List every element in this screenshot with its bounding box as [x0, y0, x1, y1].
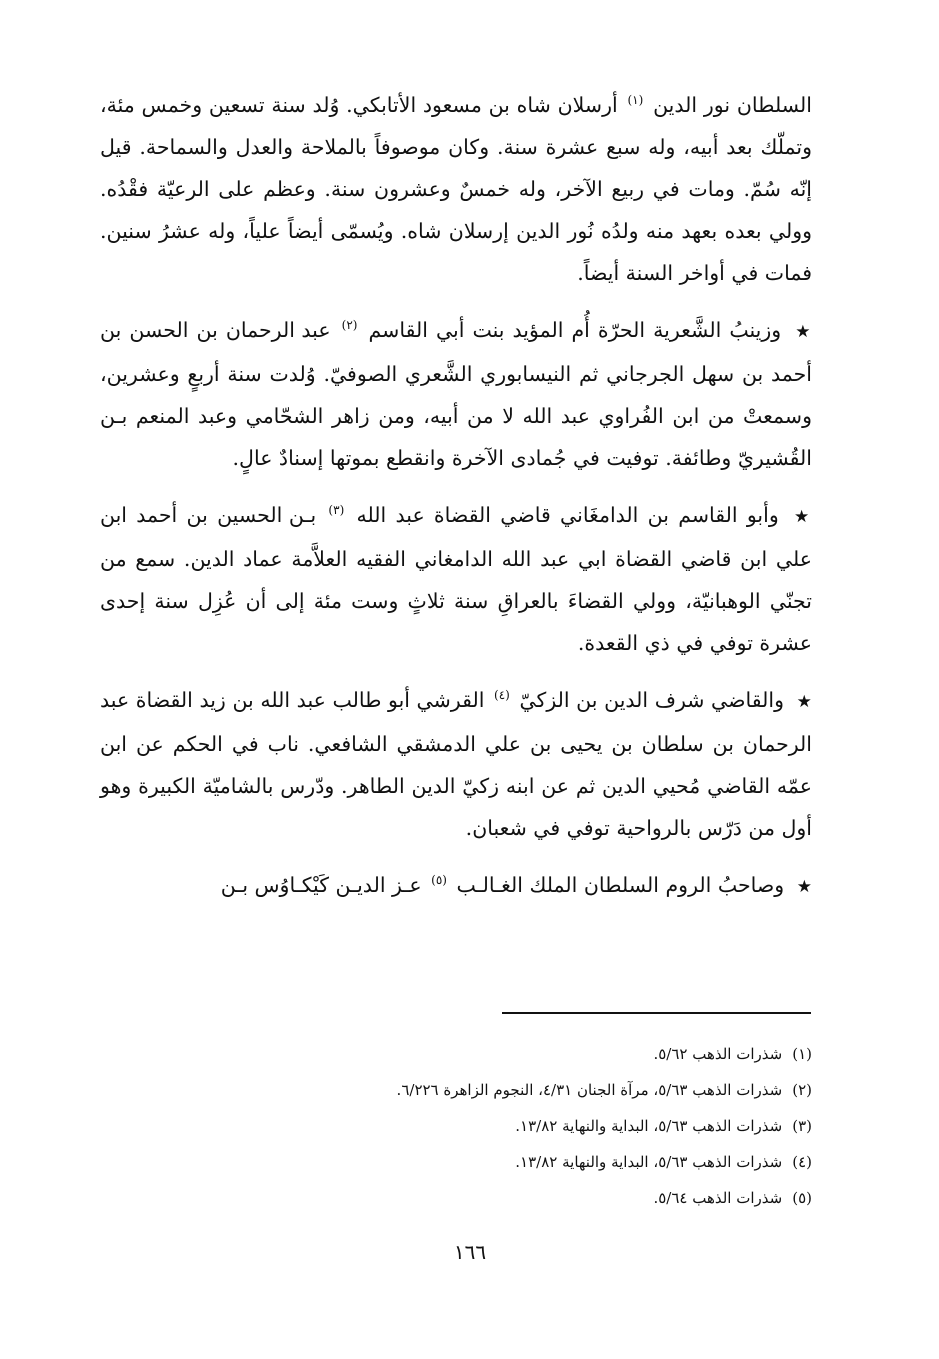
- footnote-number: (١): [792, 1045, 812, 1063]
- page-number: ١٦٦: [453, 1240, 487, 1264]
- footnote-number: (٣): [792, 1117, 812, 1135]
- paragraph-text: أرسلان شاه بن مسعود الأتابكي. وُلد سنة تسعين وخمس مئة، وتملّك بعد أبيه، وله سبع عشرة سنة. وكان موصوفاً بالملاحة والعدل والسماحة. قيل إنّه سُمّ. ومات في ربيع الآخر، وله خمسٌ وعشرون سنة. وعظم على الرعيّة فقْدُه. وولي بعده بعهد منه ولدُه نُور الدين إرسلان شاه. ويُسمّى أيضاً علياً، وله عشرُ سنين. فمات في أواخر السنة أيضاً.: [100, 93, 812, 285]
- star-icon: ★: [793, 507, 812, 527]
- paragraph-text: القرشي أبو طالب عبد الله بن زيد القضاة عبد الرحمان بن سلطان بن يحيى بن علي الدمشقي الشافعي. ناب في الحكم عن ابن عمّه القاضي مُحيي الدين ثم عن ابنه زكيّ الدين الطاهر. ودّرس بالشاميّة الكبيرة وهو أول من دَرّس بالرواحية توفي في شعبان.: [100, 688, 812, 840]
- footnote-ref-5: (٥): [431, 873, 447, 888]
- paragraph-text: عبد الرحمان بن الحسن بن أحمد بن سهل الجرجاني ثم النيسابوري الشَّعري الصوفيّ. وُلدت سنة أربعٍ وعشرين، وسمعتْ من ابن الفُراوي عبد الله لا من أبيه، ومن زاهر الشحّامي وعبد المنعم بـن القُشيريّ وطائفة. توفيت في جُمادى الآخرة وانقطع بموتها إسنادٌ عالٍ.: [100, 318, 812, 470]
- paragraph-nur-al-din: [100, 84, 812, 294]
- paragraph-ibn-al-zaki: [100, 679, 812, 849]
- paragraph-zaynab: [100, 309, 812, 479]
- footnote-1: [100, 1036, 812, 1072]
- star-icon: ★: [795, 322, 812, 342]
- paragraph-text: بـن الحسين بن أحمد ابن علي ابن قاضي القضاة ابي عبد الله الدامغاني الفقيه العلاَّمة عماد الدين. سمع من تجنّي الوهبانيّة، وولي القضاءَ بالعراقِ سنة ثلاثٍ وست مئة إلى أن عُزِل سنة إحدى عشرة توفي في ذي القعدة.: [100, 503, 812, 655]
- footnote-text: شذرات الذهب ٥/٦٣، البداية والنهاية ١٣/٨٢.: [515, 1153, 783, 1171]
- footnote-text: شذرات الذهب ٥/٦٤.: [653, 1189, 783, 1207]
- footnote-ref-4: (٤): [494, 688, 510, 703]
- main-text: [100, 84, 812, 923]
- footnote-number: (٤): [792, 1153, 812, 1171]
- footnote-text: شذرات الذهب ٥/٦٣، مرآة الجنان ٤/٣١، النجوم الزاهرة ٦/٢٢٦.: [396, 1081, 783, 1099]
- footnote-ref-1: (١): [627, 93, 644, 108]
- star-icon: ★: [796, 692, 812, 712]
- paragraph-text: وأبو القاسم بن الدامغَاني قاضي القضاة عبد الله: [356, 503, 779, 527]
- footnote-ref-2: (٢): [341, 318, 358, 333]
- paragraph-text: وصاحبُ الروم السلطان الملك الغـالـب: [456, 873, 785, 897]
- footnote-ref-3: (٣): [328, 503, 345, 518]
- paragraph-text: عـز الديـن كَيْكـاوُس بـن: [220, 873, 422, 897]
- star-icon: ★: [796, 877, 812, 897]
- footnote-3: [100, 1108, 812, 1144]
- footnotes: [100, 1036, 812, 1216]
- paragraph-text: والقاضي شرف الدين بن الزكيّ: [519, 688, 785, 712]
- footnote-divider: [502, 1012, 811, 1014]
- footnote-4: [100, 1144, 812, 1180]
- footnote-text: شذرات الذهب ٥/٦٢.: [653, 1045, 783, 1063]
- paragraph-text: السلطان نور الدين: [653, 93, 812, 117]
- footnote-number: (٢): [792, 1081, 812, 1099]
- paragraph-kaykawus: [100, 864, 812, 908]
- footnote-2: [100, 1072, 812, 1108]
- footnote-5: [100, 1180, 812, 1216]
- footnote-text: شذرات الذهب ٥/٦٣، البداية والنهاية ١٣/٨٢.: [515, 1117, 783, 1135]
- paragraph-damghani: [100, 494, 812, 664]
- footnote-number: (٥): [792, 1189, 812, 1207]
- paragraph-text: وزينبُ الشَّعرية الحرّة أُم المؤيد بنت أبي القاسم: [368, 318, 782, 342]
